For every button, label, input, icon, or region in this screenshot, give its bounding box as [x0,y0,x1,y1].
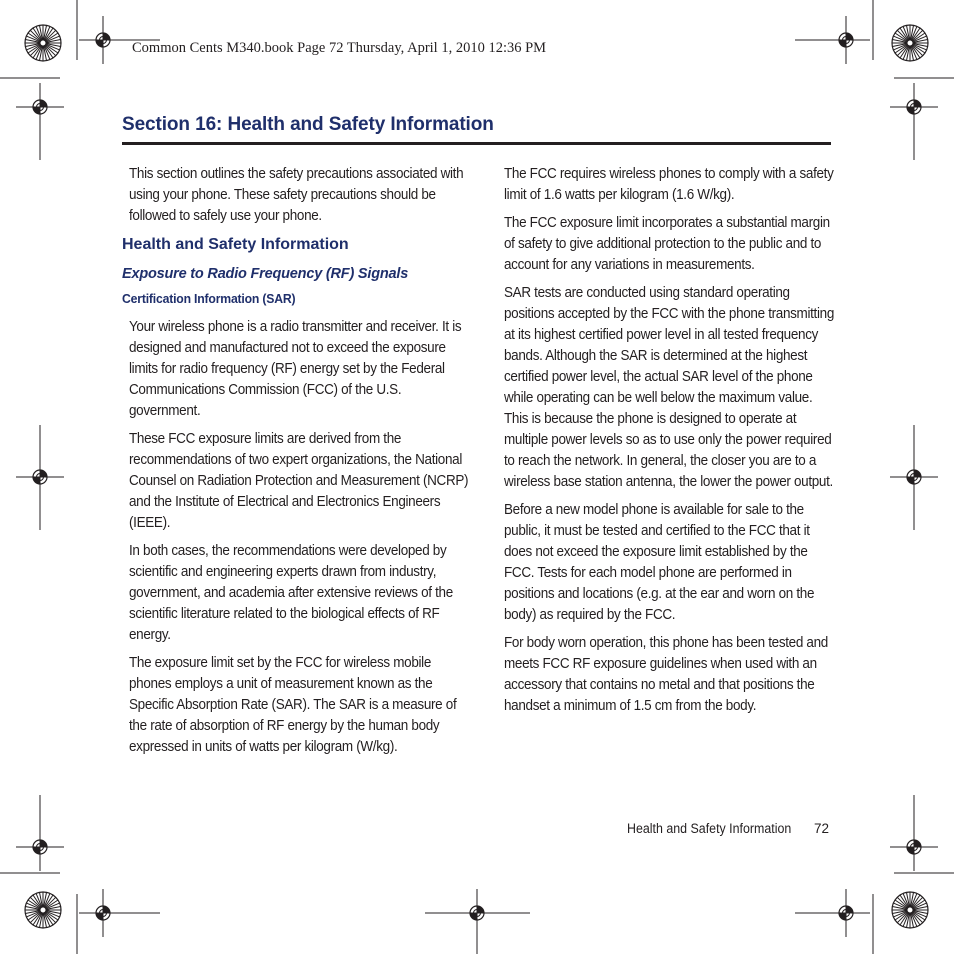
body-paragraph: The FCC requires wireless phones to comply with a safety limit of 1.6 watts per kilogram (1.6 W/kg). [504,166,834,203]
left-column [122,164,469,765]
right-column [504,164,834,724]
intro-paragraph: This section outlines the safety precautions associated with using your phone. These safety precautions should be followed to safely use your phone. [129,166,464,224]
heading-health-safety: Health and Safety Information [122,236,349,253]
body-paragraph: For body worn operation, this phone has been tested and meets FCC RF exposure guidelines when used with an accessory that contains no metal and that positions the handset a minimum of 1.5 cm from the body. [504,635,828,714]
slug-line: Common Cents M340.book Page 72 Thursday, April 1, 2010 12:36 PM [132,40,547,56]
section-title: Section 16: Health and Safety Information [122,114,494,135]
body-paragraph: The exposure limit set by the FCC for wireless mobile phones employs a unit of measurement known as the Specific Absorption Rate (SAR). The SAR is a measure of the rate of absorption of RF energy by the human body expressed in units of watts per kilogram (W/kg). [129,655,457,755]
body-paragraph: The FCC exposure limit incorporates a substantial margin of safety to give additional protection to the public and to account for any variations in measurements. [504,215,830,273]
body-paragraph: SAR tests are conducted using standard operating positions accepted by the FCC with the phone transmitting at its highest certified power level in all tested frequency bands. Although the SAR is determined at the highest certified power level, the actual SAR level of the phone while operating can be well below the maximum value. This is because the phone is designed to operate at multiple power levels so as to use only the power required to reach the network. In general, the closer you are to a wireless base station antenna, the lower the power output. [504,285,835,490]
page-number: 72 [814,821,830,836]
title-rule [122,142,831,145]
subheading-certification-sar: Certification Information (SAR) [122,291,296,306]
subheading-rf-exposure: Exposure to Radio Frequency (RF) Signals [122,266,409,282]
body-paragraph: In both cases, the recommendations were developed by scientific and engineering experts drawn from industry, government, and academia after extensive reviews of the scientific literature related to the biological effects of RF energy. [129,543,453,643]
body-paragraph: Before a new model phone is available for sale to the public, it must be tested and certified to the FCC that it does not exceed the exposure limit established by the FCC. Tests for each model phone are performed in positions and locations (e.g. at the ear and worn on the body) as required by the FCC. [504,502,815,623]
body-paragraph: Your wireless phone is a radio transmitter and receiver. It is designed and manufactured not to exceed the exposure limits for radio frequency (RF) energy set by the Federal Communications Commission (FCC) of the U.S. government. [129,319,462,419]
footer-section-label: Health and Safety Information [627,821,792,836]
body-paragraph: These FCC exposure limits are derived from the recommendations of two expert organizations, the National Counsel on Radiation Protection and Measurement (NCRP) and the Institute of Electrical and Electronics Engineers (IEEE). [129,431,469,531]
